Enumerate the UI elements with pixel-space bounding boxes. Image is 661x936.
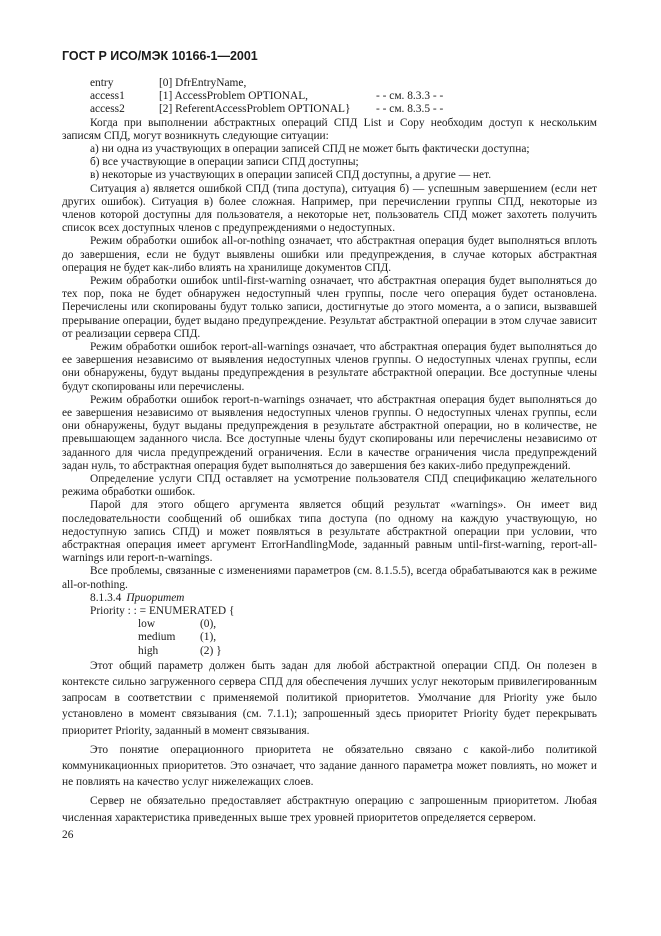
enum-name: medium	[138, 631, 176, 644]
code-line	[62, 77, 597, 90]
enum-name: high	[138, 644, 159, 657]
paragraph: Определение услуги СПД оставляет на усмотрение пользователя СПД спецификацию желательного режима обработки ошибок.	[62, 473, 597, 499]
enum-item	[62, 645, 597, 658]
paragraph: Когда при выполнении абстрактных операций СПД List и Copy необходим доступ к нескольким записям СПД, могут возникнуть следующие ситуации:	[62, 116, 597, 142]
paragraph: Режим обработки ошибок all-or-nothing означает, что абстрактная операция будет выполняться вплоть до завершения, если не будут выявлены ошибки или предупреждения, в случае которых абстрактная операция не будет как-либо влиять на хранилище документов СПД.	[62, 235, 597, 274]
list-item: а) ни одна из участвующих в операции записей СПД не может быть фактически доступна;	[90, 142, 530, 155]
paragraph: Режим обработки ошибок report-n-warnings означает, что абстрактная операция будет выполняться до ее завершения независимо от выявления недоступных членов группы. О недоступных членах группы, если они обнаружены, будут выданы предупреждения в результате абстрактной операции, но в количестве, не превышающем заданного числа. Все доступные члены будут скопированы или перечислены независимо от заданного для числа предупреждений ограничения. Если в качестве ограничения числа предупреждений задан нуль, то абстрактная операция будет выполняться до завершения без каких-либо предупреждений.	[62, 393, 597, 472]
paragraph: Парой для этого общего аргумента является общий результат «warnings». Он имеет вид последовательности сообщений об ошибках типа доступа (по одному на каждую участвующую, но недоступную запись СПД) и может появляться в результате абстрактной операции при условии, что абстрактная операция имеет аргумент ErrorHandlingMode, заданный равным until-first-warning, report-all-warnings или report-n-warnings.	[62, 499, 597, 565]
paragraph: Режим обработки ошибок until-first-warning означает, что абстрактная операция будет выполняться до тех пор, пока не будет обнаружен недоступный член группы, после чего операция будет остановлена. Перечислены или скопированы будут только записи, достигнутые до этого момента, а о записи, вызвавшей прерывание операции, будет выдано предупреждение. Результат абстрактной операции в этом случае зависит от реализации сервера СПД.	[62, 275, 597, 340]
page-content	[62, 77, 597, 826]
enum-name: low	[138, 618, 156, 631]
paragraph: Это понятие операционного приоритета не обязательно связано с какой-либо политикой коммуникационных приоритетов. Это означает, что задание данного параметра может повлиять, но может и не повлиять на качество услуг нижележащих слоев.	[62, 743, 597, 789]
code-type: [0] DfrEntryName,	[159, 77, 247, 89]
code-line	[62, 90, 597, 103]
section-number: 8.1.3.4	[90, 591, 122, 604]
priority-definition: Priority : : = ENUMERATED {	[90, 605, 235, 618]
enum-item	[62, 618, 597, 631]
enum-value: (1),	[200, 631, 217, 644]
code-comment: - - см. 8.3.3 - -	[376, 90, 444, 103]
code-field: access1	[90, 90, 125, 103]
paragraph: Сервер не обязательно предоставляет абстрактную операцию с запрошенным приоритетом. Любая численная характеристика приведенных выше трех уровней приоритетов определяется сервером.	[62, 795, 597, 824]
page-number: 26	[62, 829, 74, 841]
paragraph: Все проблемы, связанные с изменениями параметров (см. 8.1.5.5), всегда обрабатываются как в режиме all-or-nothing.	[62, 565, 597, 591]
enum-item	[62, 631, 597, 644]
enum-value: (0),	[200, 618, 217, 631]
code-comment: - - см. 8.3.5 - -	[376, 103, 444, 116]
code-type: [1] AccessProblem OPTIONAL,	[159, 90, 309, 103]
code-type: [2] ReferentAccessProblem OPTIONAL}	[159, 103, 351, 116]
code-field: entry	[90, 77, 114, 89]
list-item: б) все участвующие в операции записи СПД доступны;	[90, 156, 359, 169]
section-heading	[62, 592, 597, 605]
paragraph: Этот общий параметр должен быть задан для любой абстрактной операции СПД. Он полезен в контексте сильно загруженного сервера СПД для обеспечения лучших услуг некоторым привилегированным запросам в соответствии с применяемой политикой приоритетов. Умолчание для Priority уже было установлено в момент связывания (см. 7.1.1); запрошенный здесь приоритет Priority будет перекрывать приоритет Priority, заданный в момент связывания.	[62, 659, 597, 737]
section-title: Приоритет	[126, 591, 185, 604]
code-field: access2	[90, 103, 125, 116]
paragraph: Ситуация а) является ошибкой СПД (типа доступа), ситуация б) — успешным завершением (если нет других ошибок). Ситуация в) более сложная. Например, при перечислении группы СПД, некоторые из членов которой доступны для пользователя, а некоторые нет, пользователь СПД может захотеть получить список всех доступных членов с предупреждениями о недоступных.	[62, 182, 597, 235]
enum-value: (2) }	[200, 644, 222, 657]
document-header: ГОСТ Р ИСО/МЭК 10166-1—2001	[62, 49, 258, 63]
paragraph: Режим обработки ошибок report-all-warnings означает, что абстрактная операция будет выполняться до ее завершения независимо от выявления недоступных членов группы. О недоступных членах группы, если они обнаружены, будут выданы предупреждения в результате абстрактной операции. Все доступные члены будут скопированы или перечислены.	[62, 341, 597, 393]
list-item: в) некоторые из участвующих в операции записей СПД доступны, а другие — нет.	[90, 169, 492, 182]
code-line	[62, 103, 597, 116]
